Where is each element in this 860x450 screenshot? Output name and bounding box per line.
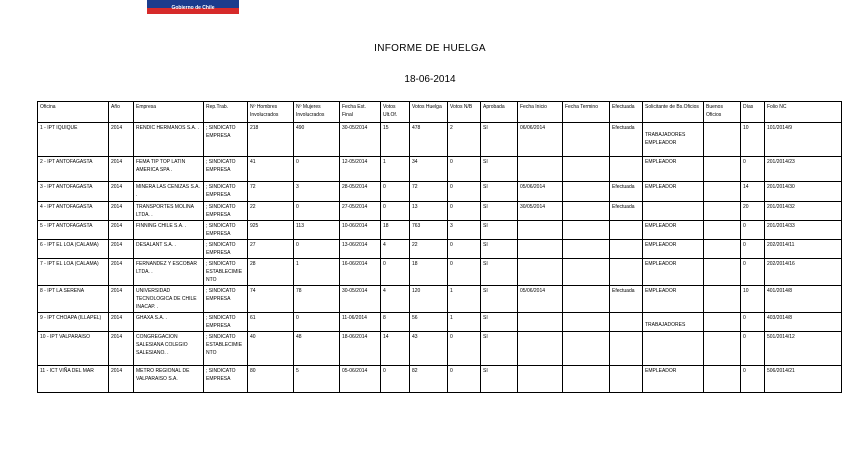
cell-fecha-est-final: 05-06/2014 bbox=[340, 366, 381, 393]
cell-empresa: FINNING CHILE S.A. . bbox=[134, 221, 204, 240]
cell-folio-nc: 201/2014/23 bbox=[765, 157, 842, 182]
cell-anio: 2014 bbox=[109, 259, 134, 286]
cell-dias: 0 bbox=[741, 313, 765, 332]
col-header-efectuada: Efectuada bbox=[610, 102, 643, 123]
cell-aprobada: SI bbox=[481, 259, 518, 286]
cell-fecha-inicio bbox=[518, 366, 563, 393]
cell-votos-ult-of: 15 bbox=[381, 123, 410, 157]
cell-votos-ult-of: 0 bbox=[381, 259, 410, 286]
cell-votos-nb: 1 bbox=[448, 286, 481, 313]
cell-votos-nb: 0 bbox=[448, 366, 481, 393]
cell-mujeres: 78 bbox=[294, 286, 340, 313]
cell-rep-trab: ; SINDICATO EMPRESA bbox=[204, 157, 248, 182]
cell-oficina: 2 - IPT ANTOFAGASTA bbox=[38, 157, 109, 182]
cell-votos-ult-of: 1 bbox=[381, 157, 410, 182]
col-header-fecha-termino: Fecha Termino bbox=[563, 102, 610, 123]
cell-hombres: 74 bbox=[248, 286, 294, 313]
cell-efectuada bbox=[610, 221, 643, 240]
cell-votos-ult-of: 14 bbox=[381, 332, 410, 366]
cell-votos-ult-of: 0 bbox=[381, 366, 410, 393]
cell-oficina: 7 - IPT EL LOA (CALAMA) bbox=[38, 259, 109, 286]
col-header-solicitante: Solicitante de Bs.Oficios bbox=[643, 102, 704, 123]
cell-fecha-inicio: 30/05/2014 bbox=[518, 202, 563, 221]
cell-buenos-oficios bbox=[704, 182, 741, 202]
cell-dias: 0 bbox=[741, 366, 765, 393]
cell-fecha-termino bbox=[563, 202, 610, 221]
cell-fecha-est-final: 16-06/2014 bbox=[340, 259, 381, 286]
cell-solicitante bbox=[643, 123, 704, 157]
cell-fecha-termino bbox=[563, 313, 610, 332]
cell-hombres: 80 bbox=[248, 366, 294, 393]
cell-votos-ult-of: 18 bbox=[381, 221, 410, 240]
cell-aprobada: SI bbox=[481, 123, 518, 157]
cell-anio: 2014 bbox=[109, 202, 134, 221]
cell-empresa: FERNANDEZ Y ESCOBAR LTDA. . bbox=[134, 259, 204, 286]
cell-votos-ult-of: 4 bbox=[381, 286, 410, 313]
cell-aprobada: SI bbox=[481, 182, 518, 202]
cell-fecha-est-final: 11-06/2014 bbox=[340, 313, 381, 332]
cell-hombres: 72 bbox=[248, 182, 294, 202]
cell-oficina: 11 - ICT VIÑA DEL MAR bbox=[38, 366, 109, 393]
cell-dias: 14 bbox=[741, 182, 765, 202]
table-row bbox=[38, 157, 842, 182]
cell-hombres: 40 bbox=[248, 332, 294, 366]
cell-fecha-est-final: 30-05/2014 bbox=[340, 123, 381, 157]
cell-anio: 2014 bbox=[109, 182, 134, 202]
cell-buenos-oficios bbox=[704, 123, 741, 157]
cell-hombres: 218 bbox=[248, 123, 294, 157]
table-row bbox=[38, 123, 842, 157]
table-row bbox=[38, 332, 842, 366]
cell-fecha-inicio bbox=[518, 313, 563, 332]
col-header-mujeres: Nº Mujeres Involucrados bbox=[294, 102, 340, 123]
cell-anio: 2014 bbox=[109, 332, 134, 366]
cell-hombres: 61 bbox=[248, 313, 294, 332]
cell-aprobada: SI bbox=[481, 286, 518, 313]
cell-fecha-inicio bbox=[518, 157, 563, 182]
cell-empresa: DESALANT S.A. . bbox=[134, 240, 204, 259]
cell-folio-nc: 501/2014/12 bbox=[765, 332, 842, 366]
cell-dias: 0 bbox=[741, 259, 765, 286]
cell-votos-huelga: 22 bbox=[410, 240, 448, 259]
col-header-dias: Días bbox=[741, 102, 765, 123]
cell-oficina: 8 - IPT LA SERENA bbox=[38, 286, 109, 313]
cell-votos-nb: 0 bbox=[448, 182, 481, 202]
cell-solicitante bbox=[643, 332, 704, 366]
cell-dias: 0 bbox=[741, 221, 765, 240]
cell-hombres: 22 bbox=[248, 202, 294, 221]
cell-efectuada bbox=[610, 313, 643, 332]
cell-fecha-est-final: 27-05/2014 bbox=[340, 202, 381, 221]
cell-solicitante: EMPLEADOR bbox=[643, 240, 704, 259]
cell-fecha-est-final: 18-06/2014 bbox=[340, 332, 381, 366]
cell-fecha-inicio bbox=[518, 259, 563, 286]
cell-mujeres: 0 bbox=[294, 157, 340, 182]
cell-dias: 10 bbox=[741, 123, 765, 157]
table-row bbox=[38, 182, 842, 202]
cell-fecha-termino bbox=[563, 182, 610, 202]
cell-oficina: 9 - IPT CHOAPA (ILLAPEL) bbox=[38, 313, 109, 332]
col-header-votos-nb: Votos N/B bbox=[448, 102, 481, 123]
cell-solicitante: EMPLEADOR bbox=[643, 259, 704, 286]
cell-votos-huelga: 478 bbox=[410, 123, 448, 157]
cell-dias: 10 bbox=[741, 286, 765, 313]
cell-votos-huelga: 120 bbox=[410, 286, 448, 313]
cell-efectuada: Efectuada bbox=[610, 286, 643, 313]
cell-folio-nc: 401/2014/8 bbox=[765, 286, 842, 313]
cell-buenos-oficios bbox=[704, 286, 741, 313]
strike-report-table bbox=[37, 101, 842, 393]
cell-dias: 0 bbox=[741, 332, 765, 366]
cell-oficina: 4 - IPT ANTOFAGASTA bbox=[38, 202, 109, 221]
cell-fecha-est-final: 30-05/2014 bbox=[340, 286, 381, 313]
cell-fecha-termino bbox=[563, 259, 610, 286]
cell-votos-nb: 0 bbox=[448, 259, 481, 286]
cell-buenos-oficios bbox=[704, 240, 741, 259]
cell-solicitante bbox=[643, 202, 704, 221]
cell-fecha-inicio bbox=[518, 221, 563, 240]
cell-mujeres: 0 bbox=[294, 240, 340, 259]
col-header-votos-huelga: Votos Huelga bbox=[410, 102, 448, 123]
cell-fecha-est-final: 13-06/2014 bbox=[340, 240, 381, 259]
cell-mujeres: 1 bbox=[294, 259, 340, 286]
cell-solicitante: EMPLEADOR bbox=[643, 286, 704, 313]
table-row bbox=[38, 202, 842, 221]
cell-aprobada: SI bbox=[481, 157, 518, 182]
cell-buenos-oficios bbox=[704, 157, 741, 182]
cell-solicitante-text: TRABAJADORES bbox=[645, 322, 686, 328]
cell-votos-nb: 0 bbox=[448, 157, 481, 182]
cell-rep-trab: ; SINDICATO EMPRESA bbox=[204, 182, 248, 202]
cell-solicitante: EMPLEADOR bbox=[643, 221, 704, 240]
cell-hombres: 28 bbox=[248, 259, 294, 286]
cell-efectuada bbox=[610, 240, 643, 259]
cell-votos-ult-of: 8 bbox=[381, 313, 410, 332]
cell-votos-huelga: 72 bbox=[410, 182, 448, 202]
cell-fecha-termino bbox=[563, 240, 610, 259]
cell-votos-nb: 3 bbox=[448, 221, 481, 240]
cell-aprobada: SI bbox=[481, 221, 518, 240]
cell-votos-huelga: 13 bbox=[410, 202, 448, 221]
col-header-oficina: Oficina bbox=[38, 102, 109, 123]
cell-aprobada: SI bbox=[481, 366, 518, 393]
cell-efectuada: Efectuada bbox=[610, 182, 643, 202]
col-header-hombres: Nº Hombres Involucrados bbox=[248, 102, 294, 123]
cell-oficina: 5 - IPT ANTOFAGASTA bbox=[38, 221, 109, 240]
col-header-fecha-inicio: Fecha Inicio bbox=[518, 102, 563, 123]
cell-votos-ult-of: 4 bbox=[381, 240, 410, 259]
cell-solicitante: EMPLEADOR bbox=[643, 157, 704, 182]
cell-aprobada: SI bbox=[481, 202, 518, 221]
cell-rep-trab: ; SINDICATO EMPRESA bbox=[204, 202, 248, 221]
table-row bbox=[38, 313, 842, 332]
cell-folio-nc: 202/2014/11 bbox=[765, 240, 842, 259]
cell-votos-huelga: 34 bbox=[410, 157, 448, 182]
cell-rep-trab: ; SINDICATO ESTABLECIMIENTO bbox=[204, 259, 248, 286]
report-date: 18-06-2014 bbox=[404, 74, 456, 85]
cell-empresa: CONGREGACION SALESIANA COLEGIO SALESIANO. . bbox=[134, 332, 204, 366]
cell-votos-ult-of: 0 bbox=[381, 182, 410, 202]
cell-fecha-inicio: 05/06/2014 bbox=[518, 182, 563, 202]
col-header-votos-ult-of: Votos Ult.Of. bbox=[381, 102, 410, 123]
cell-folio-nc: 403/2014/8 bbox=[765, 313, 842, 332]
cell-empresa: METRO REGIONAL DE VALPARAISO S.A. bbox=[134, 366, 204, 393]
cell-rep-trab: ; SINDICATO EMPRESA bbox=[204, 123, 248, 157]
cell-empresa: FEMA TIP TOP LATIN AMERICA SPA . bbox=[134, 157, 204, 182]
cell-rep-trab: ; SINDICATO EMPRESA bbox=[204, 221, 248, 240]
cell-efectuada bbox=[610, 259, 643, 286]
cell-hombres: 925 bbox=[248, 221, 294, 240]
cell-solicitante-text: TRABAJADORES EMPLEADOR bbox=[645, 132, 686, 146]
cell-anio: 2014 bbox=[109, 221, 134, 240]
cell-rep-trab: ; SINDICATO EMPRESA bbox=[204, 286, 248, 313]
cell-buenos-oficios bbox=[704, 332, 741, 366]
cell-oficina: 3 - IPT ANTOFAGASTA bbox=[38, 182, 109, 202]
cell-folio-nc: 101/2014/9 bbox=[765, 123, 842, 157]
cell-votos-ult-of: 0 bbox=[381, 202, 410, 221]
cell-solicitante bbox=[643, 313, 704, 332]
col-header-folio-nc: Folio NC bbox=[765, 102, 842, 123]
cell-fecha-termino bbox=[563, 123, 610, 157]
cell-votos-huelga: 56 bbox=[410, 313, 448, 332]
report-title: INFORME DE HUELGA bbox=[374, 43, 486, 54]
cell-anio: 2014 bbox=[109, 366, 134, 393]
cell-votos-huelga: 82 bbox=[410, 366, 448, 393]
cell-oficina: 10 - IPT VALPARAISO bbox=[38, 332, 109, 366]
cell-dias: 0 bbox=[741, 157, 765, 182]
cell-solicitante: EMPLEADOR bbox=[643, 182, 704, 202]
cell-fecha-inicio: 06/06/2014 bbox=[518, 123, 563, 157]
table-row bbox=[38, 286, 842, 313]
cell-fecha-est-final: 10-06/2014 bbox=[340, 221, 381, 240]
cell-efectuada bbox=[610, 332, 643, 366]
table-header-row bbox=[38, 102, 842, 123]
cell-empresa: GHAXA S.A. . bbox=[134, 313, 204, 332]
cell-votos-nb: 1 bbox=[448, 313, 481, 332]
cell-rep-trab: ; SINDICATO EMPRESA bbox=[204, 240, 248, 259]
cell-fecha-termino bbox=[563, 157, 610, 182]
cell-mujeres: 490 bbox=[294, 123, 340, 157]
table-row bbox=[38, 221, 842, 240]
cell-folio-nc: 201/2014/30 bbox=[765, 182, 842, 202]
cell-votos-nb: 2 bbox=[448, 123, 481, 157]
table-row bbox=[38, 240, 842, 259]
cell-folio-nc: 202/2014/16 bbox=[765, 259, 842, 286]
cell-buenos-oficios bbox=[704, 366, 741, 393]
table-row bbox=[38, 366, 842, 393]
cell-oficina: 6 - IPT EL LOA (CALAMA) bbox=[38, 240, 109, 259]
cell-dias: 0 bbox=[741, 240, 765, 259]
cell-fecha-termino bbox=[563, 332, 610, 366]
cell-empresa: MINERA LAS CENIZAS S.A. . bbox=[134, 182, 204, 202]
cell-rep-trab: ; SINDICATO ESTABLECIMIENTO bbox=[204, 332, 248, 366]
cell-fecha-inicio bbox=[518, 240, 563, 259]
col-header-buenos-oficios: Buenos Oficios bbox=[704, 102, 741, 123]
cell-efectuada bbox=[610, 366, 643, 393]
cell-anio: 2014 bbox=[109, 313, 134, 332]
cell-votos-nb: 0 bbox=[448, 202, 481, 221]
col-header-rep-trab: Rep.Trab. bbox=[204, 102, 248, 123]
col-header-empresa: Empresa bbox=[134, 102, 204, 123]
cell-hombres: 27 bbox=[248, 240, 294, 259]
cell-aprobada: SI bbox=[481, 332, 518, 366]
cell-buenos-oficios bbox=[704, 259, 741, 286]
cell-votos-nb: 0 bbox=[448, 332, 481, 366]
cell-hombres: 41 bbox=[248, 157, 294, 182]
cell-dias: 20 bbox=[741, 202, 765, 221]
cell-folio-nc: 506/2014/21 bbox=[765, 366, 842, 393]
cell-rep-trab: ; SINDICATO EMPRESA bbox=[204, 366, 248, 393]
cell-votos-huelga: 43 bbox=[410, 332, 448, 366]
cell-fecha-termino bbox=[563, 366, 610, 393]
cell-fecha-est-final: 28-05/2014 bbox=[340, 182, 381, 202]
table-row bbox=[38, 259, 842, 286]
cell-mujeres: 3 bbox=[294, 182, 340, 202]
cell-aprobada: SI bbox=[481, 313, 518, 332]
cell-empresa: UNIVERSIDAD TECNOLOGICA DE CHILE INACAP. . bbox=[134, 286, 204, 313]
cell-anio: 2014 bbox=[109, 240, 134, 259]
cell-rep-trab: ; SINDICATO EMPRESA bbox=[204, 313, 248, 332]
cell-fecha-inicio bbox=[518, 332, 563, 366]
logo-text: Gobierno de Chile bbox=[171, 5, 215, 11]
cell-efectuada bbox=[610, 157, 643, 182]
cell-oficina: 1 - IPT IQUIQUE bbox=[38, 123, 109, 157]
cell-votos-huelga: 18 bbox=[410, 259, 448, 286]
cell-fecha-termino bbox=[563, 221, 610, 240]
cell-folio-nc: 201/2014/33 bbox=[765, 221, 842, 240]
cell-mujeres: 0 bbox=[294, 313, 340, 332]
cell-efectuada: Efectuada bbox=[610, 123, 643, 157]
cell-anio: 2014 bbox=[109, 157, 134, 182]
cell-votos-nb: 0 bbox=[448, 240, 481, 259]
col-header-fecha-est-final: Fecha Est. Final bbox=[340, 102, 381, 123]
cell-anio: 2014 bbox=[109, 123, 134, 157]
cell-fecha-inicio: 05/06/2014 bbox=[518, 286, 563, 313]
gobierno-de-chile-logo bbox=[147, 0, 239, 14]
cell-mujeres: 48 bbox=[294, 332, 340, 366]
col-header-anio: Año bbox=[109, 102, 134, 123]
cell-buenos-oficios bbox=[704, 221, 741, 240]
cell-aprobada: SI bbox=[481, 240, 518, 259]
cell-mujeres: 0 bbox=[294, 202, 340, 221]
col-header-aprobada: Aprobada bbox=[481, 102, 518, 123]
cell-empresa: TRANSPORTES MOLINA LTDA. . bbox=[134, 202, 204, 221]
cell-solicitante: EMPLEADOR bbox=[643, 366, 704, 393]
cell-buenos-oficios bbox=[704, 313, 741, 332]
cell-votos-huelga: 763 bbox=[410, 221, 448, 240]
cell-mujeres: 5 bbox=[294, 366, 340, 393]
cell-folio-nc: 201/2014/32 bbox=[765, 202, 842, 221]
cell-mujeres: 113 bbox=[294, 221, 340, 240]
cell-anio: 2014 bbox=[109, 286, 134, 313]
cell-fecha-termino bbox=[563, 286, 610, 313]
cell-fecha-est-final: 12-05/2014 bbox=[340, 157, 381, 182]
cell-empresa: RENDIC HERMANOS S.A. . bbox=[134, 123, 204, 157]
cell-buenos-oficios bbox=[704, 202, 741, 221]
cell-efectuada: Efectuada bbox=[610, 202, 643, 221]
